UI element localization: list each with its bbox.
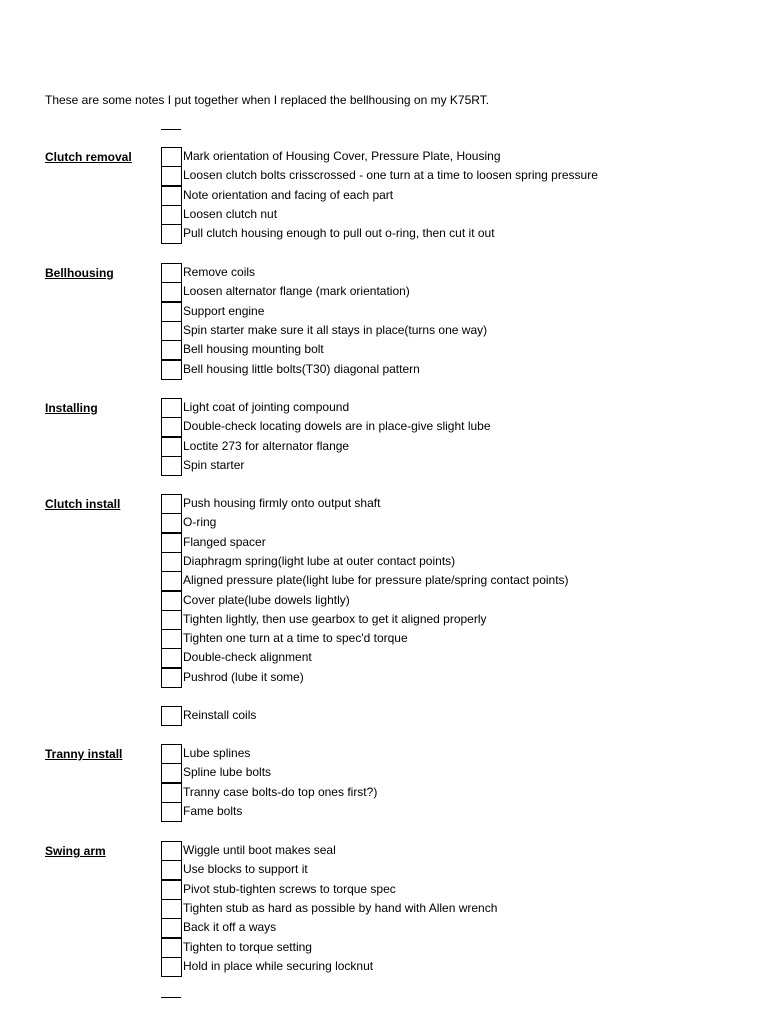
checkbox[interactable] [161,282,182,302]
checkbox[interactable] [161,841,182,861]
checkbox[interactable] [161,166,182,186]
checklist-item-label: Loctite 273 for alternator flange [183,439,350,453]
checklist-item [161,263,761,282]
section-title: Clutch removal [45,150,132,164]
section-title: Installing [45,401,98,415]
checkbox[interactable] [161,899,182,919]
checklist-item-label: Double-check alignment [183,650,312,664]
checkbox[interactable] [161,668,182,688]
checkbox[interactable] [161,147,182,167]
checkbox[interactable] [161,880,182,900]
checklist-item-label: Double-check locating dowels are in place-give slight lube [183,419,491,433]
checklist-item-label: Loosen clutch nut [183,207,278,221]
checklist-item-label: Wiggle until boot makes seal [183,843,336,857]
checklist-item [161,552,761,571]
checklist-item-label: Loosen alternator flange (mark orientation) [183,284,410,298]
checklist-item-label: Lube splines [183,746,251,760]
checkbox[interactable] [161,321,182,341]
checklist-item-label: Flanged spacer [183,535,266,549]
checkbox[interactable] [161,918,182,938]
checklist-item-label: Diaphragm spring(light lube at outer contact points) [183,554,456,568]
checklist-item [161,398,761,417]
checkbox[interactable] [161,456,182,476]
checklist-item-label: Spin starter make sure it all stays in place(turns one way) [183,323,488,337]
checklist-item-label: Spin starter [183,458,245,472]
checkbox[interactable] [161,957,182,977]
checkbox[interactable] [161,629,182,649]
bottom-divider [161,997,181,998]
checklist-item [161,668,761,687]
checkbox[interactable] [161,437,182,457]
checklist-item-label: Use blocks to support it [183,862,308,876]
checklist-item-label: O-ring [183,515,217,529]
checkbox[interactable] [161,706,182,726]
checklist-item-label: Note orientation and facing of each part [183,188,394,202]
checklist-item [161,802,761,821]
checklist-item [161,880,761,899]
section-title: Bellhousing [45,266,114,280]
checklist-item-label: Reinstall coils [183,708,257,722]
checklist-item [161,899,761,918]
checklist-item-label: Hold in place while securing locknut [183,959,374,973]
checklist-item-label: Back it off a ways [183,920,277,934]
checklist-item [161,186,761,205]
checklist-item-label: Aligned pressure plate(light lube for pressure plate/spring contact points) [183,573,569,587]
checklist-item [161,494,761,513]
checkbox[interactable] [161,513,182,533]
checklist-item [161,360,761,379]
checklist-item-label: Bell housing little bolts(T30) diagonal pattern [183,362,420,376]
checklist-item-label: Light coat of jointing compound [183,400,350,414]
checklist-item-label: Mark orientation of Housing Cover, Pressure Plate, Housing [183,149,501,163]
checklist-item-label: Support engine [183,304,265,318]
checklist-item-label: Tighten to torque setting [183,940,312,954]
checkbox[interactable] [161,340,182,360]
checkbox[interactable] [161,302,182,322]
checklist-item [161,860,761,879]
top-divider [161,129,181,130]
checklist-item [161,783,761,802]
checklist-item [161,533,761,552]
checklist-item [161,938,761,957]
checklist-item-label: Pull clutch housing enough to pull out o-ring, then cut it out [183,226,495,240]
checklist-item [161,147,761,166]
checklist-item-label: Tighten stub as hard as possible by hand with Allen wrench [183,901,498,915]
checkbox[interactable] [161,802,182,822]
checkbox[interactable] [161,591,182,611]
checklist-item-label: Pushrod (lube it some) [183,670,304,684]
checklist-item [161,918,761,937]
checkbox[interactable] [161,610,182,630]
checklist-item-label: Pivot stub-tighten screws to torque spec [183,882,396,896]
checklist-item-label: Spline lube bolts [183,765,272,779]
checkbox[interactable] [161,552,182,572]
checklist-item [161,205,761,224]
checklist-item [161,841,761,860]
checkbox[interactable] [161,533,182,553]
checkbox[interactable] [161,938,182,958]
checklist-item [161,321,761,340]
checklist-item [161,513,761,532]
checkbox[interactable] [161,205,182,225]
checkbox[interactable] [161,763,182,783]
checklist-item [161,610,761,629]
checkbox[interactable] [161,744,182,764]
checklist-item [161,591,761,610]
checklist-item [161,763,761,782]
checkbox[interactable] [161,398,182,418]
checklist-item-label: Remove coils [183,265,256,279]
checklist-item [161,571,761,590]
checkbox[interactable] [161,783,182,803]
checklist-item-label: Cover plate(lube dowels lightly) [183,593,350,607]
checkbox[interactable] [161,417,182,437]
checklist-item [161,302,761,321]
checklist-item [161,648,761,667]
checklist-item-label: Tighten one turn at a time to spec'd torque [183,631,408,645]
checkbox[interactable] [161,648,182,668]
checkbox[interactable] [161,360,182,380]
section-title: Clutch install [45,497,121,511]
checkbox[interactable] [161,571,182,591]
section-title: Tranny install [45,747,123,761]
checklist-item [161,417,761,436]
checklist-item-label: Bell housing mounting bolt [183,342,324,356]
checklist-item-label: Tighten lightly, then use gearbox to get it aligned properly [183,612,487,626]
checkbox[interactable] [161,186,182,206]
section-title: Swing arm [45,844,106,858]
checkbox[interactable] [161,263,182,283]
checkbox[interactable] [161,860,182,880]
checklist-item [161,456,761,475]
checklist-item [161,744,761,763]
intro-text: These are some notes I put together when I replaced the bellhousing on my K75RT. [45,93,490,107]
checklist-item [161,437,761,456]
checklist-item-label: Tranny case bolts-do top ones first?) [183,785,378,799]
checklist-item [161,224,761,243]
checkbox[interactable] [161,494,182,514]
checklist-item [161,166,761,185]
checklist-item-label: Push housing firmly onto output shaft [183,496,381,510]
checklist-item [161,706,761,725]
checkbox[interactable] [161,224,182,244]
checklist-item [161,957,761,976]
checklist-item [161,282,761,301]
checklist-item [161,629,761,648]
checklist-item-label: Loosen clutch bolts crisscrossed - one turn at a time to loosen spring pressure [183,168,598,182]
checklist-item-label: Fame bolts [183,804,243,818]
checklist-item [161,340,761,359]
